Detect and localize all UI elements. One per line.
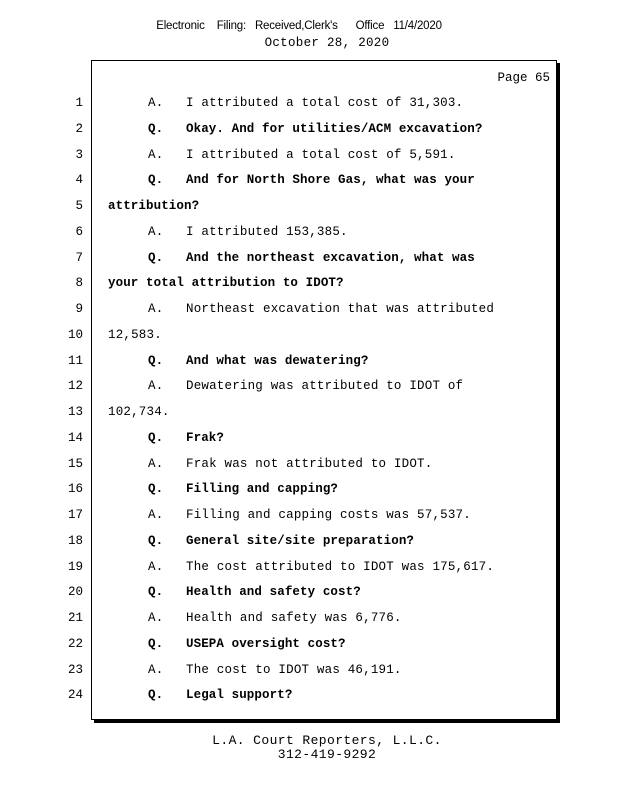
line-number: 21 (67, 611, 83, 625)
answer-marker: A. (148, 611, 164, 625)
answer-marker: A. (148, 508, 164, 522)
question-marker: Q. (148, 121, 164, 136)
answer-marker: A. (148, 302, 164, 316)
question-text: Okay. And for utilities/ACM excavation? (186, 121, 483, 136)
question-marker: Q. (148, 585, 164, 600)
answer-text: I attributed a total cost of 31,303. (186, 96, 464, 110)
question-text: Health and safety cost? (186, 585, 361, 600)
answer-text: The cost attributed to IDOT was 175,617. (186, 559, 495, 574)
continuation-text: 12,583. (108, 327, 162, 342)
filing-stamp: Electronic Filing: Received,Clerk's Office 11/4/2020 (156, 20, 442, 32)
line-number: 24 (67, 688, 83, 703)
continuation-text: 102,734. (108, 405, 170, 419)
court-reporter-firm: L.A. Court Reporters, L.L.C. (212, 733, 442, 748)
question-text: USEPA oversight cost? (186, 636, 346, 651)
answer-text: I attributed a total cost of 5,591. (186, 147, 456, 162)
line-number: 11 (67, 353, 83, 368)
answer-marker: A. (148, 379, 164, 394)
answer-text: Health and safety was 6,776. (186, 611, 402, 625)
question-text: General site/site preparation? (186, 533, 415, 548)
question-text: Frak? (186, 430, 225, 445)
continuation-text: attribution? (108, 199, 200, 213)
question-marker: Q. (148, 533, 164, 548)
line-number: 19 (67, 559, 83, 574)
line-number: 4 (75, 173, 83, 188)
answer-marker: A. (148, 662, 164, 677)
question-marker: Q. (148, 688, 164, 703)
question-marker: Q. (148, 173, 164, 188)
answer-text: Northeast excavation that was attributed (186, 302, 495, 316)
deposition-date: October 28, 2020 (264, 36, 390, 50)
line-number: 6 (75, 224, 83, 239)
line-number: 18 (67, 533, 83, 548)
answer-text: The cost to IDOT was 46,191. (186, 662, 402, 677)
line-number: 10 (67, 327, 83, 342)
answer-marker: A. (148, 456, 164, 471)
line-number: 5 (75, 199, 83, 213)
question-marker: Q. (148, 636, 164, 651)
answer-text: Dewatering was attributed to IDOT of (186, 379, 464, 394)
question-text: And for North Shore Gas, what was your (186, 173, 475, 188)
line-number: 12 (67, 379, 83, 394)
answer-text: I attributed 153,385. (186, 224, 348, 239)
question-text: Filling and capping? (186, 482, 339, 497)
answer-marker: A. (148, 147, 164, 162)
line-number: 15 (67, 456, 83, 471)
line-number: 8 (75, 276, 83, 291)
question-marker: Q. (148, 482, 164, 497)
line-number: 17 (67, 508, 83, 522)
question-marker: Q. (148, 353, 164, 368)
question-text: Legal support? (186, 688, 293, 703)
answer-marker: A. (148, 224, 164, 239)
line-number: 20 (67, 585, 83, 600)
page-number: Page 65 (497, 71, 550, 85)
answer-marker: A. (148, 96, 164, 110)
question-text: And what was dewatering? (186, 353, 369, 368)
question-marker: Q. (148, 250, 164, 265)
court-reporter-phone: 312-419-9292 (277, 747, 377, 762)
continuation-text: your total attribution to IDOT? (108, 276, 344, 291)
line-number: 22 (67, 636, 83, 651)
line-number: 14 (67, 430, 83, 445)
answer-text: Frak was not attributed to IDOT. (186, 456, 433, 471)
line-number: 13 (67, 405, 83, 419)
answer-text: Filling and capping costs was 57,537. (186, 508, 471, 522)
question-marker: Q. (148, 430, 164, 445)
line-number: 2 (75, 121, 83, 136)
answer-marker: A. (148, 559, 164, 574)
line-number: 7 (75, 250, 83, 265)
line-number: 9 (75, 302, 83, 316)
question-text: And the northeast excavation, what was (186, 250, 475, 265)
line-number: 3 (75, 147, 83, 162)
line-number: 16 (67, 482, 83, 497)
line-number: 23 (67, 662, 83, 677)
line-number: 1 (75, 96, 83, 110)
